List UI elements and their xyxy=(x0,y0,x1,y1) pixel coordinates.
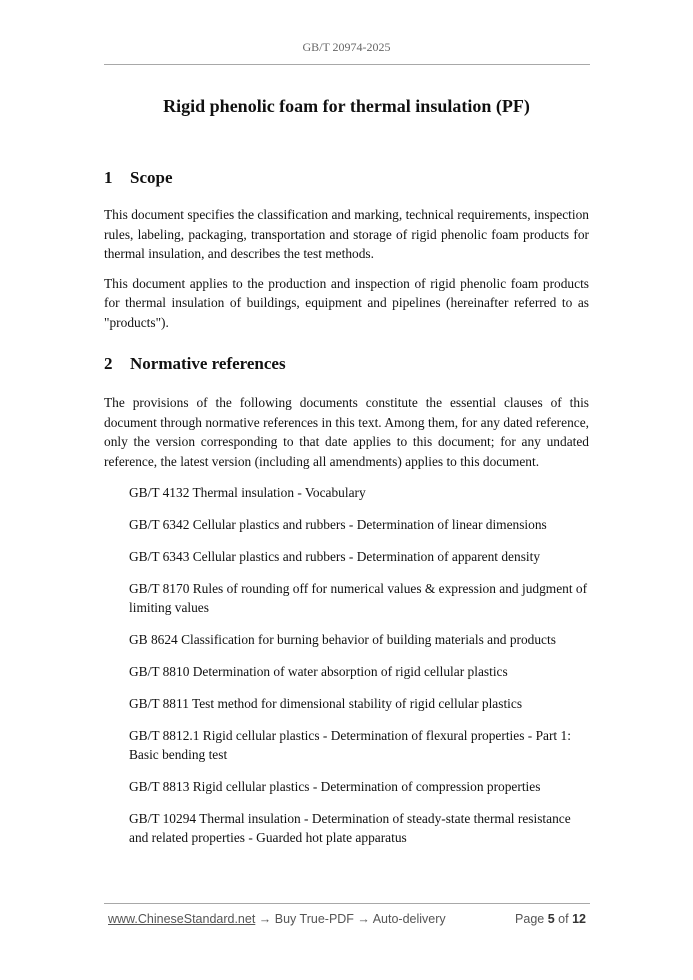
header-divider xyxy=(104,64,590,65)
reference-item: GB/T 6342 Cellular plastics and rubbers - Determination of linear dimensions xyxy=(129,517,547,532)
document-title: Rigid phenolic foam for thermal insulation (PF) xyxy=(163,96,530,116)
reference-item: GB/T 8811 Test method for dimensional stability of rigid cellular plastics xyxy=(129,696,523,711)
section-title: Normative references xyxy=(130,354,286,373)
header-standard-code: GB/T 20974-2025 xyxy=(302,40,391,54)
reference-item: GB/T 8170 Rules of rounding off for numerical values & expression and judgment of limiting values xyxy=(129,581,588,615)
reference-item: GB/T 10294 Thermal insulation - Determination of steady-state thermal resistance and related properties - Guarded hot plate apparatus xyxy=(129,811,571,845)
reference-item: GB/T 8810 Determination of water absorption of rigid cellular plastics xyxy=(129,664,508,679)
section-heading-normative-references xyxy=(104,351,589,377)
footer-promo xyxy=(108,912,446,926)
footer-tagline: → Buy True-PDF → Auto-delivery xyxy=(255,912,446,926)
reference-item: GB/T 4132 Thermal insulation - Vocabulary xyxy=(129,485,366,500)
scope-paragraph: This document applies to the production and inspection of rigid phenolic foam products for thermal insulation of buildings, equipment and pipelines (hereinafter referred to as "products"). xyxy=(104,275,589,330)
section-number: 2 xyxy=(104,354,113,373)
page-number-indicator xyxy=(515,912,586,926)
normative-reference-list xyxy=(104,483,589,847)
page-label: Page xyxy=(515,912,545,926)
current-page-number: 5 xyxy=(547,912,555,926)
page-of-label: of xyxy=(558,912,569,926)
reference-item: GB 8624 Classification for burning behavior of building materials and products xyxy=(129,632,556,647)
section-heading-scope xyxy=(104,165,589,191)
scope-paragraph: This document specifies the classification and marking, technical requirements, inspection rules, labeling, packaging, transportation and storage of rigid phenolic foam products for thermal insulation, and describes the test methods. xyxy=(104,207,589,261)
footer-divider xyxy=(104,903,590,904)
reference-item: GB/T 6343 Cellular plastics and rubbers - Determination of apparent density xyxy=(129,549,541,564)
reference-item: GB/T 8812.1 Rigid cellular plastics - Determination of flexural properties - Part 1: Basic bending test xyxy=(129,728,571,762)
document-body xyxy=(104,165,589,847)
website-link[interactable]: www.ChineseStandard.net xyxy=(108,912,256,926)
total-pages-number: 12 xyxy=(572,912,586,926)
section-number: 1 xyxy=(104,168,113,187)
normative-intro-paragraph: The provisions of the following documents constitute the essential clauses of this document through normative references in this text. Among them, for any dated reference, only the version corresponding to that date applies to this document; for any undated reference, the latest version (including all amendments) applies to this document. xyxy=(104,395,589,469)
reference-item: GB/T 8813 Rigid cellular plastics - Determination of compression properties xyxy=(129,779,541,794)
section-title: Scope xyxy=(130,168,173,187)
